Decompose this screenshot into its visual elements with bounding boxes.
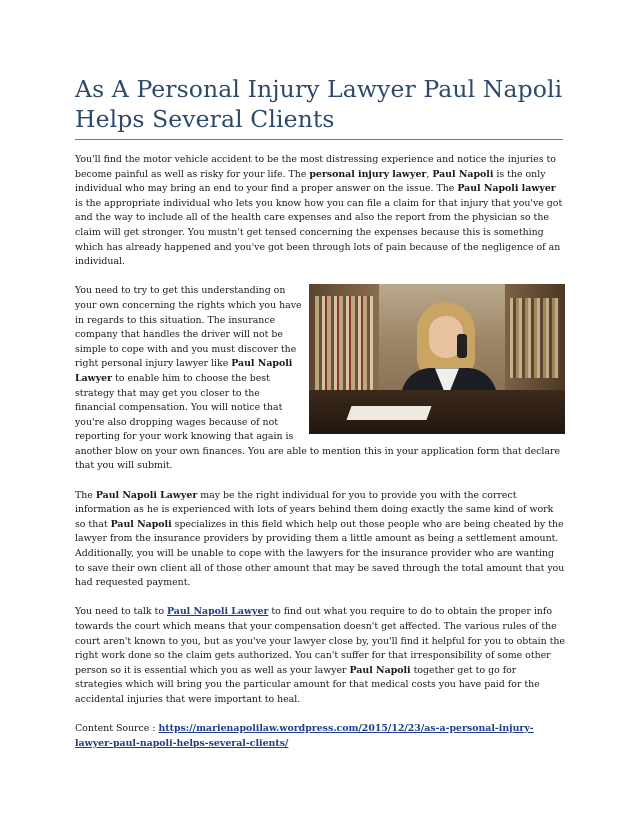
article-body <box>75 153 565 766</box>
text: The <box>75 489 96 501</box>
text: is the appropriate individual who lets you know how you can file a claim for that injury that you've got and the way to include all of the health care expenses and also the report from the physician so the claim will get stronger. You mustn't get tensed concerning the expenses because this is something which has already happened and you've got been through lots of pain because of the negligence of an individual. <box>75 197 563 268</box>
keyword-paul-napoli: Paul Napoli <box>110 518 172 530</box>
text: is the only individual who may bring an end to your find a proper answer on the issue. The <box>75 168 546 195</box>
desk-papers <box>346 406 431 420</box>
text: together get to go for strategies which will bring you the particular amount for that medical costs you have paid for the accidental injuries that were important to heal. <box>75 664 540 705</box>
paragraph-4 <box>75 605 565 707</box>
paul-napoli-lawyer-link[interactable]: Paul Napoli Lawyer <box>166 606 269 618</box>
keyword-personal-injury-lawyer: personal injury lawyer <box>309 168 427 180</box>
text: to find out what you require to do to obtain the proper info towards the court which means that your compensation doesn't get affected. The various rules of the court aren't known to you, but as you've your lawyer close by, you'll find it helpful for you to obtain the right work done so the claim gets authorized. You can't suffer for that irresponsibility of some other person so it is essential which you as well as your lawyer <box>75 606 565 676</box>
text: to enable him to choose the best strategy that may get you closer to the financial compensation. You will notice that you're also dropping wages because of not reporting for your work knowing that again is another blow on your own finances. You are able to mention this in your application form that declare that you will submit. <box>75 372 560 472</box>
desk <box>309 390 565 434</box>
books-right <box>510 298 560 378</box>
keyword-paul-napoli-lawyer: Paul Napoli lawyer <box>457 183 556 195</box>
keyword-paul-napoli-lawyer: Paul Napoli Lawyer <box>75 358 293 384</box>
phone-icon <box>457 334 467 358</box>
text: , <box>426 168 433 180</box>
text: You'll find the motor vehicle accident to be the most distressing experience and notice the injuries to become painful as well as risky for your life. The <box>75 154 556 180</box>
keyword-paul-napoli-lawyer: Paul Napoli Lawyer <box>95 489 198 501</box>
content-source-label: Content Source : <box>75 723 159 735</box>
text: You need to talk to <box>75 606 167 618</box>
title-rule <box>75 139 563 140</box>
page-title: As A Personal Injury Lawyer Paul Napoli Helps Several Clients <box>75 75 563 133</box>
content-source <box>75 722 565 751</box>
paragraph-3 <box>75 489 565 591</box>
text: You need to try to get this understanding on your own concerning the rights which you have in regards to this situation. The insurance company that handles the driver will not be simple to cope with and you must discover the right personal injury lawyer like <box>75 285 302 370</box>
content-source-link[interactable]: https://marienapolilaw.wordpress.com/2015/12/23/as-a-personal-injury-lawyer-paul-napoli-helps-several-clients/ <box>75 723 534 749</box>
text: specializes in this field which help out those people who are being cheated by the lawyer from the insurance providers by providing them a little amount as being a settlement amount. Additionally, you will be unable to cope with the lawyers for the insurance provider who are wanting to save their own client all of those other amount that may be saved through the total amount that you had requested payment. <box>75 518 565 589</box>
text: may be the right individual for you to provide you with the correct information as he is experienced with lots of years behind them doing exactly the same kind of work so that <box>75 489 554 530</box>
paragraph-1 <box>75 153 565 270</box>
books-left <box>315 296 373 396</box>
keyword-paul-napoli: Paul Napoli <box>432 168 494 180</box>
lawyer-office-photo <box>309 284 565 434</box>
keyword-paul-napoli: Paul Napoli <box>349 664 411 676</box>
